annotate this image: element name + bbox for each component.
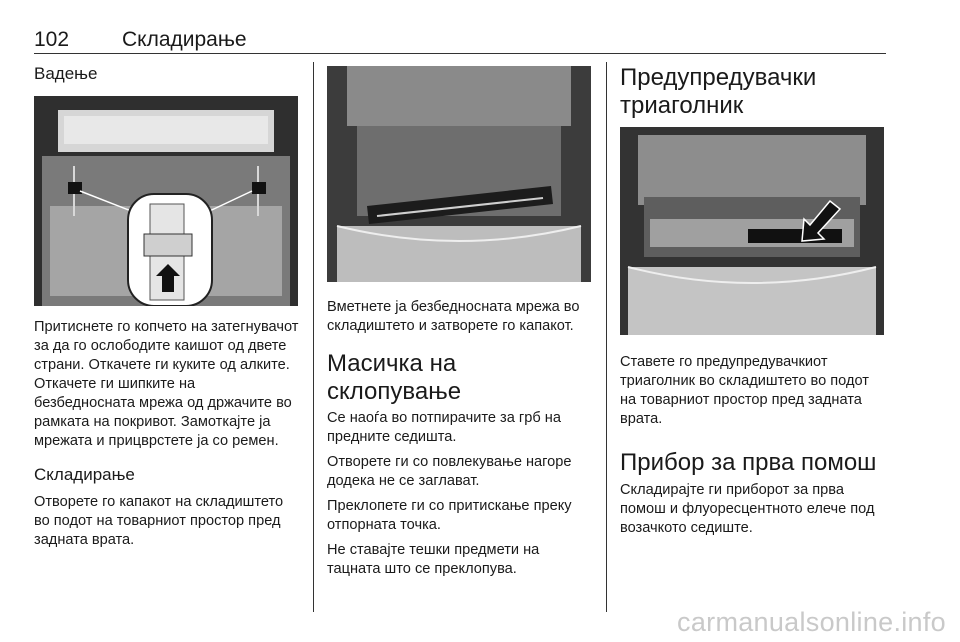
paragraph-first-aid: Складирајте ги приборот за прва помош и флуоресцентното елече под возачкото седиште.	[620, 481, 875, 536]
header-rule	[34, 53, 886, 54]
figure-safety-net-removal	[34, 96, 298, 306]
watermark: carmanualsonline.info	[677, 607, 946, 637]
column-2	[327, 60, 593, 579]
page-header	[34, 28, 886, 50]
heading-warning-triangle: Предупредувачки триаголник	[620, 64, 817, 119]
figure-warning-triangle-storage	[620, 127, 884, 335]
heading-first-aid: Прибор за прва помош	[620, 449, 877, 477]
figure-net-in-floor-storage	[327, 66, 591, 282]
column-divider-1	[313, 62, 314, 612]
heading-removal: Вадење	[34, 64, 98, 83]
paragraph-triangle-storage: Ставете го предупредувачкиот триаголник во складиштето во подот на товарниот простор пред задната врата.	[620, 354, 869, 428]
paragraph-insert-net: Вметнете ја безбедносната мрежа во складиштето и затворете го капакот.	[327, 299, 580, 334]
paragraph-removal-steps: Притиснете го копчето на затегнувачот за да го ослободите каишот од двете страни. Откачете ги куките од алките. Откачете ги шипките на безбедносната мрежа од држачите во рамката на покривот. Замоткајте ја мрежата и прицврстете ја со ремен.	[34, 319, 299, 449]
column-divider-2	[606, 62, 607, 612]
page-title: Складирање	[122, 28, 247, 51]
page-number: 102	[34, 28, 70, 51]
column-1	[34, 60, 300, 550]
paragraph-tray-location: Се наоѓа во потпирачите за грб на предните седишта.	[327, 410, 561, 446]
paragraph-tray-fold: Преклопете ги со притискање преку отпорната точка.	[327, 498, 572, 534]
paragraph-tray-open: Отворете ги со повлекување нагоре додека не се заглават.	[327, 454, 572, 490]
heading-folding-tray: Масичка на склопување	[327, 350, 462, 405]
paragraph-storage: Отворете го капакот на складиштето во подот на товарниот простор пред задната врата.	[34, 494, 284, 548]
paragraph-tray-warning: Не ставајте тешки предмети на тацната што се преклопува.	[327, 542, 540, 578]
column-3	[620, 60, 886, 538]
heading-storage: Складирање	[34, 465, 135, 484]
